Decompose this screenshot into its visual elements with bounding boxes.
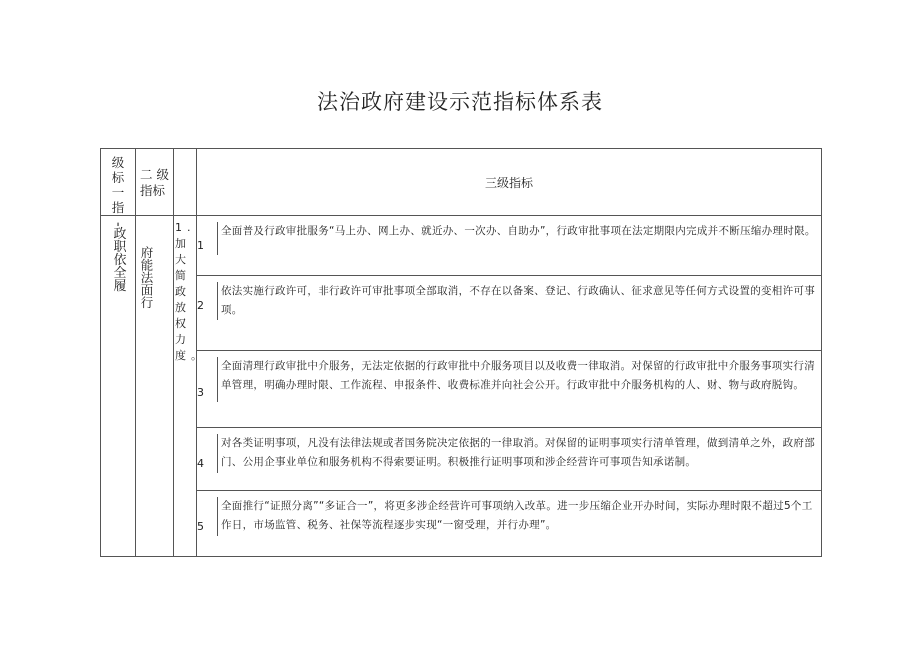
level2-left-text: 府能法面行 [139,246,154,309]
item-number: 1 [197,239,205,252]
item-text: 全面普及行政审批服务“马上办、网上办、就近办、一次办、自助办”，行政审批事项在法定期限内完成并不断压缩办理时限。 [217,222,816,255]
item-cell-2 [197,276,822,351]
item-cell-1 [197,216,822,276]
level2-desc: 1.加大简政放权力度。 [175,221,207,362]
item-number: 4 [197,457,205,470]
level2-cell [136,216,174,557]
item-text: 全面推行“证照分离”“多证合一”，将更多涉企经营许可事项纳入改革。进一步压缩企业开办时间，实际办理时限不超过5个工作日，市场监管、税务、社保等流程逐步实现“一窗受理，并行办理”。 [217,497,819,536]
item-text: 全面清理行政审批中介服务，无法定依据的行政审批中介服务项目以及收费一律取消。对保留的行政审批中介服务事项实行清单管理，明确办理时限、工作流程、申报条件、收费标准并向社会公开。行政审批中介服务机构的人、财、物与政府脱钩。 [217,357,819,402]
indicator-table [100,148,822,557]
level1-text: -政职依全履 [110,222,126,292]
table-row [101,216,822,276]
table-row [101,276,822,351]
table-row [101,491,822,557]
header-level2-label: 二 级指标 [140,167,169,198]
header-level3: 三级指标 [197,149,822,216]
level1-cell [101,216,136,557]
level2-desc-cell [174,216,207,557]
item-number: 2 [197,299,205,312]
header-level1 [101,149,136,216]
table-header-row [101,149,822,216]
table-row [101,351,822,428]
table-row [101,428,822,491]
header-level2 [136,149,174,216]
item-number: 5 [197,520,205,533]
item-number: 3 [197,386,205,399]
header-blank [174,149,197,216]
header-level1-label: 级标一指 [111,155,125,215]
item-cell-5 [197,491,822,557]
item-cell-4 [197,428,822,491]
page-title: 法治政府建设示范指标体系表 [317,90,603,114]
item-text: 依法实施行政许可，非行政许可审批事项全部取消，不存在以备案、登记、行政确认、征求意见等任何方式设置的变相许可事项。 [217,282,819,320]
item-text: 对各类证明事项，凡没有法律法规或者国务院决定依据的一律取消。对保留的证明事项实行清单管理，做到清单之外，政府部门、公用企事业单位和服务机构不得索要证明。积极推行证明事项和涉企经营许可事项告知承诺制。 [217,434,819,473]
item-cell-3 [197,351,822,428]
